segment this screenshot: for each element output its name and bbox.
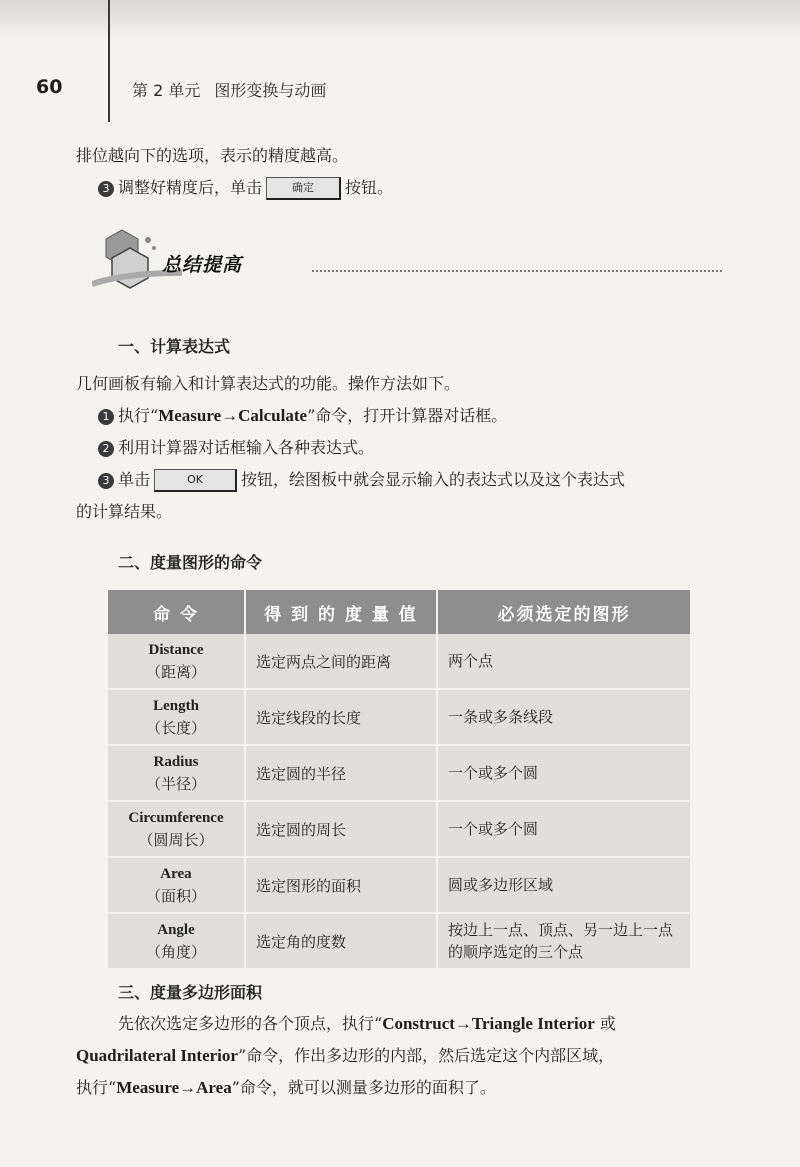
command-translation: （距离） [145,663,206,681]
value-cell: 选定圆的半径 [245,745,437,801]
table-row [108,634,690,689]
header-divider [108,0,110,122]
command-cell [108,801,245,857]
value-cell: 选定图形的面积 [245,857,437,913]
paragraph: 几何画板有输入和计算表达式的功能。操作方法如下。 [76,374,461,393]
command-name: Area [160,866,192,882]
ok-button[interactable]: OK [154,469,237,492]
command-name: Angle [157,922,195,938]
page-number: 60 [36,76,63,98]
command-translation: （角度） [145,943,206,961]
section-heading: 二、度量图形的命令 [118,553,263,572]
table-row [108,689,690,745]
intro-step3 [98,176,393,200]
menu-command: Quadrilateral Interior [76,1046,238,1065]
command-translation: （圆周长） [138,831,214,849]
table-header: 得 到 的 度 量 值 [245,590,437,634]
unit-label: 第 2 单元 [132,81,201,100]
paragraph-line [118,1012,616,1036]
text: ”命令，作出多边形的内部，然后选定这个内部区域， [237,1046,615,1065]
summary-title: 总结提高 [162,254,243,276]
step-number-icon: 1 [98,409,114,425]
text: 或 [594,1014,616,1033]
table-row [108,857,690,913]
paragraph-line [76,1076,496,1100]
required-cell: 两个点 [437,634,690,689]
menu-command: Construct→Triangle Interior [382,1014,595,1033]
text: 先依次选定多边形的各个顶点，执行“ [118,1014,383,1033]
required-cell: 一个或多个圆 [437,801,690,857]
command-name: Distance [148,642,204,658]
section-heading: 一、计算表达式 [118,337,231,356]
step-text: 按钮，绘图板中就会显示输入的表达式以及这个表达式 [241,470,626,489]
command-translation: （半径） [145,775,206,793]
command-name: Circumference [128,810,224,826]
chapter-title: 图形变换与动画 [214,81,327,100]
step-text: 按钮。 [345,178,394,197]
measure-commands-table [108,590,690,970]
step-text: 单击 [118,470,151,489]
value-cell: 选定线段的长度 [245,689,437,745]
running-head [132,78,326,101]
required-cell: 按边上一点、顶点、另一边上一点的顺序选定的三个点 [437,913,690,969]
command-cell [108,857,245,913]
menu-command: Measure→Area [116,1078,232,1097]
command-cell [108,913,245,969]
dotted-rule [312,270,722,272]
value-cell: 选定圆的周长 [245,801,437,857]
text: 执行“ [76,1078,117,1097]
required-cell: 圆或多边形区域 [437,857,690,913]
section-heading: 三、度量多边形面积 [118,983,263,1002]
command-cell [108,689,245,745]
table-header: 命 令 [108,590,245,634]
table-row [108,913,690,969]
required-cell: 一个或多个圆 [437,745,690,801]
step-text: 执行“ [118,406,159,425]
command-name: Radius [153,754,199,770]
value-cell: 选定两点之间的距离 [245,634,437,689]
step-3-continued: 的计算结果。 [76,502,173,521]
step-1 [98,404,507,428]
step-number-icon: 3 [98,473,114,489]
step-number-icon: 2 [98,441,114,457]
command-cell [108,634,245,689]
table-header: 必须选定的图形 [437,590,690,634]
step-2 [98,436,374,460]
command-cell [108,745,245,801]
value-cell: 选定角的度数 [245,913,437,969]
confirm-button[interactable]: 确定 [266,177,341,200]
table-row [108,801,690,857]
step-text: 利用计算器对话框输入各种表达式。 [118,438,375,457]
step-text: 调整好精度后，单击 [118,178,263,197]
page-top-shading [0,0,800,40]
command-translation: （长度） [145,719,206,737]
step-text: ”命令，打开计算器对话框。 [307,406,508,425]
command-translation: （面积） [145,887,206,905]
summary-banner [92,224,732,294]
intro-line: 排位越向下的选项，表示的精度越高。 [76,146,349,165]
paragraph-line [76,1044,614,1068]
required-cell: 一条或多条线段 [437,689,690,745]
text: ”命令，就可以测量多边形的面积了。 [231,1078,496,1097]
menu-command: Measure→Calculate [158,406,308,425]
table-row [108,745,690,801]
step-number-icon: 3 [98,181,114,197]
command-name: Length [153,698,199,714]
step-3 [98,468,625,492]
